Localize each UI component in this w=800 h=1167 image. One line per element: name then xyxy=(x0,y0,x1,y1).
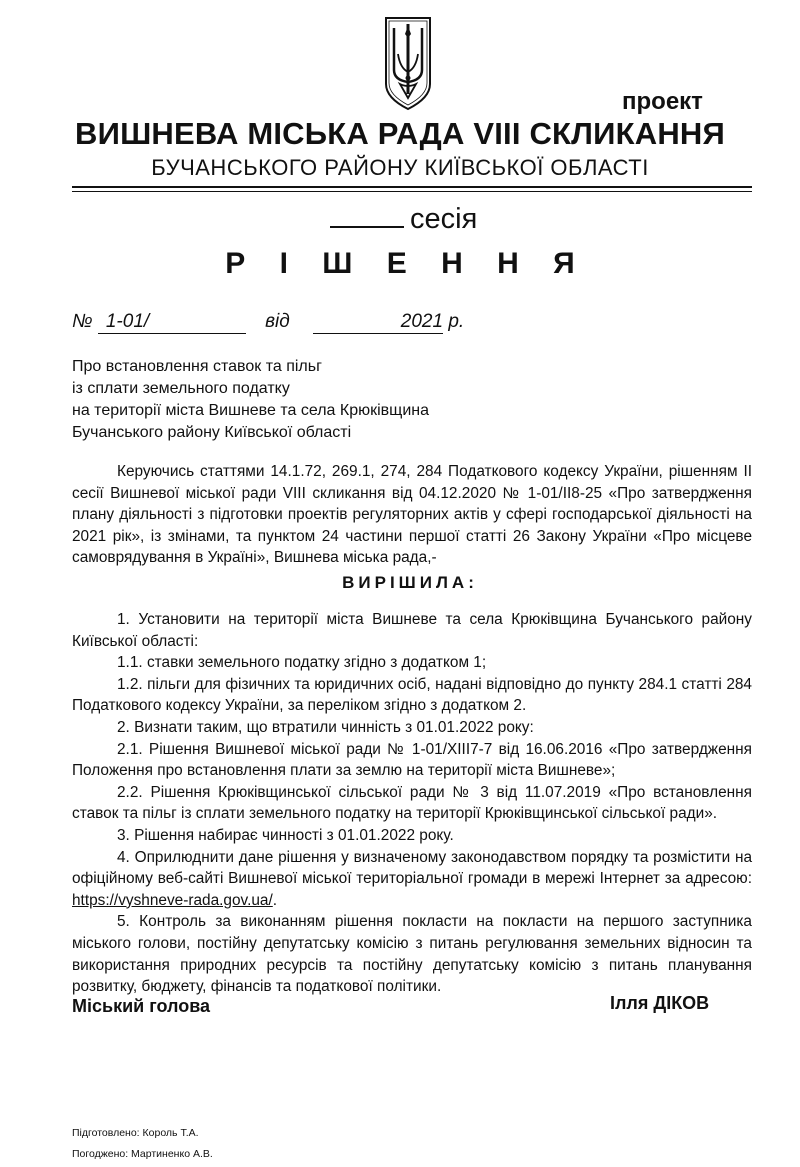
point-4-text: 4. Оприлюднити дане рішення у визначеному законодавством порядку та розмістити на офіційному веб-сайті Вишневої міської територіальної громади в мережі Інтернет за адресою: xyxy=(72,848,752,888)
preamble-paragraph: Керуючись статтями 14.1.72, 269.1, 274, 284 Податкового кодексу України, рішенням ІІ сесії Вишневої міської ради VIII скликання від 04.12.2020 № 1-01/ІІ8-25 «Про затвердження плану діяльності з підготовки проектів регуляторних актів у сфері господарської діяльності на 2021 рік», із змінами, та пунктом 24 частини першої статті 26 Закону України «Про місцеве самоврядування в Україні», Вишнева міська рада,- xyxy=(72,463,752,567)
subject-line: Про встановлення ставок та пільг xyxy=(72,358,322,375)
draft-label: проект xyxy=(622,88,703,115)
decision-year: 2021 xyxy=(313,311,443,334)
prepared-by: Підготовлено: Король Т.А. xyxy=(72,1127,199,1139)
session-number-blank xyxy=(330,198,404,228)
point-1-2: 1.2. пільги для фізичних та юридичних осіб, надані відповідно до пункту 284.1 статті 284 Податкового кодексу України, за переліком згідно з додатком 2. xyxy=(72,675,752,715)
signature-title: Міський голова xyxy=(72,996,211,1016)
number-date-line xyxy=(72,311,464,334)
point-5: 5. Контроль за виконанням рішення покласти на покласти на першого заступника міського голови, постійну депутатську комісію з питань регулювання земельних відносин та використання природних ресурсів та постійну депутатську комісію з питань планування розвитку, бюджету, фінансів та податкової політики. xyxy=(72,913,752,996)
point-2-2: 2.2. Рішення Крюківщинської сільської ради № 3 від 11.07.2019 «Про встановлення ставок та пільг із сплати земельного податку на території Крюківщинської сільської ради». xyxy=(72,783,752,823)
header-rule-thin xyxy=(72,191,752,192)
resolved-heading: ВИРІШИЛА: xyxy=(342,573,478,592)
agreed-by: Погоджено: Мартиненко А.В. xyxy=(72,1148,213,1160)
council-name: ВИШНЕВА МІСЬКА РАДА VIII СКЛИКАННЯ xyxy=(75,116,725,151)
session-label: сесія xyxy=(410,203,478,235)
point-4 xyxy=(72,847,752,912)
date-prefix: від xyxy=(265,311,290,332)
decision-subject xyxy=(72,356,429,444)
header-rule-thick xyxy=(72,186,752,188)
number-sign: № xyxy=(72,311,93,332)
signature-name: Ілля ДІКОВ xyxy=(610,993,710,1013)
subject-line: на території міста Вишневе та села Крюківщина xyxy=(72,402,429,419)
point-2-1: 2.1. Рішення Вишневої міської ради № 1-01/XIII7-7 від 16.06.2016 «Про затвердження Положення про встановлення плати за землю на території міста Вишневе»; xyxy=(72,740,752,780)
subject-line: Бучанського району Київської області xyxy=(72,424,352,441)
decision-number: 1-01/ xyxy=(98,311,246,334)
point-2: 2. Визнати таким, що втратили чинність з 01.01.2022 року: xyxy=(117,718,534,736)
session-line xyxy=(330,198,477,236)
subject-line: із сплати земельного податку xyxy=(72,380,290,397)
trident-coat-of-arms-icon xyxy=(380,14,436,112)
point-1-1: 1.1. ставки земельного податку згідно з додатком 1; xyxy=(117,654,487,672)
point-4-end: . xyxy=(272,891,278,909)
document-type-title: Р І Ш Е Н Н Я xyxy=(225,247,588,280)
website-link[interactable]: https://vyshneve-rada.gov.ua/ xyxy=(72,891,273,909)
year-suffix: р. xyxy=(448,311,465,332)
resolution-points xyxy=(72,609,752,998)
district-line: БУЧАНСЬКОГО РАЙОНУ КИЇВСЬКОЇ ОБЛАСТІ xyxy=(151,155,649,180)
point-1: 1. Установити на території міста Вишневе та села Крюківщина Бучанського району Київської області: xyxy=(72,611,752,650)
point-3: 3. Рішення набирає чинності з 01.01.2022 року. xyxy=(117,826,454,844)
